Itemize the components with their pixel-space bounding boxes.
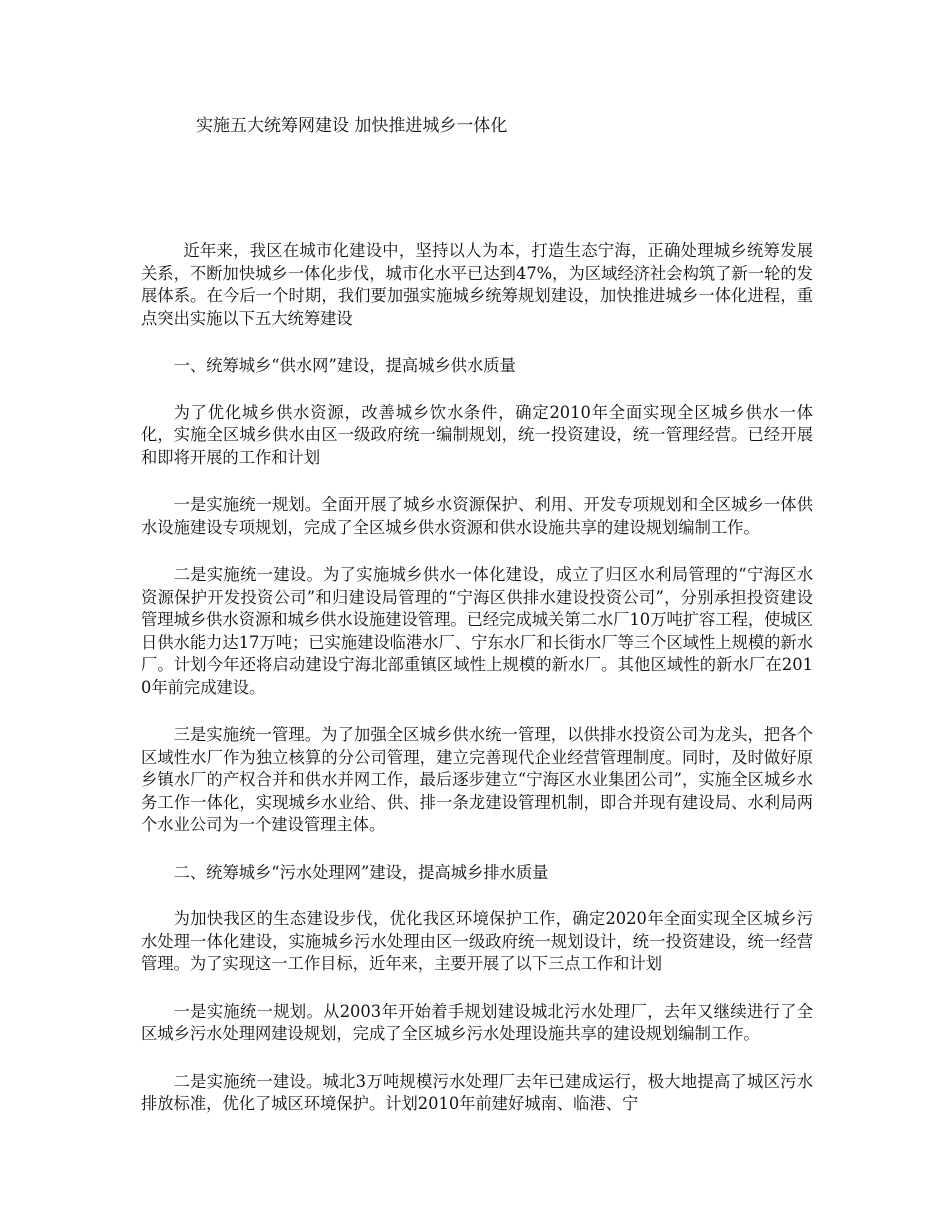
paragraph-intro: 近年来，我区在城市化建设中，坚持以人为本，打造生态宁海，正确处理城乡统筹发展关系，不断加快城乡一体化步伐，城市化水平已达到47%，为区域经济社会构筑了新一轮的发展体系。在今后一个时期，我们要加强实施城乡统筹规划建设，加快推进城乡一体化进程，重点突出实施以下五大统筹建设	[141, 241, 813, 328]
document-body	[141, 240, 813, 1141]
section-heading-water-supply: 一、统筹城乡“供水网”建设，提高城乡供水质量	[173, 356, 516, 375]
section-heading-sewage-treatment: 二、统筹城乡“污水处理网”建设，提高城乡排水质量	[173, 862, 549, 882]
paragraph-sewage-unified-construction: 二是实施统一建设。城北3万吨规模污水处理厂去年已建成运行，极大地提高了城区污水排放标准，优化了城区环境保护。计划2010年前建好城南、临港、宁	[141, 1071, 813, 1113]
document-title: 实施五大统筹网建设 加快推进城乡一体化	[196, 116, 508, 136]
paragraph-water-unified-management: 三是实施统一管理。为了加强全区城乡供水统一管理，以供排水投资公司为龙头，把各个区域性水厂作为独立核算的分公司管理，建立完善现代企业经营管理制度。同时，及时做好原乡镇水厂的产权合并和供水并网工作，最后逐步建立“宁海区水业集团公司”，实施全区城乡水务工作一体化，实现城乡水业给、供、排一条龙建设管理机制，即合并现有建设局、水利局两个水业公司为一个建设管理主体。	[141, 725, 813, 834]
paragraph-water-unified-planning: 一是实施统一规划。全面开展了城乡水资源保护、利用、开发专项规划和全区城乡一体供水设施建设专项规划，完成了全区城乡供水资源和供水设施共享的建设规划编制工作。	[141, 495, 813, 537]
paragraph-water-unified-construction: 二是实施统一建设。为了实施城乡供水一体化建设，成立了归区水利局管理的“宁海区水资源保护开发投资公司”和归建设局管理的“宁海区供排水建设投资公司”，分别承担投资建设管理城乡供水资源和城乡供水设施建设管理。已经完成城关第二水厂10万吨扩容工程，使城区日供水能力达17万吨；已实施建设临港水厂、宁东水厂和长街水厂等三个区域性上规模的新水厂。计划今年还将启动建设宁海北部重镇区域性上规模的新水厂。其他区域性的新水厂在2010年前完成建设。	[141, 565, 813, 697]
paragraph-water-supply-overview: 为了优化城乡供水资源，改善城乡饮水条件，确定2010年全面实现全区城乡供水一体化，实施全区城乡供水由区一级政府统一编制规划，统一投资建设，统一管理经营。已经开展和即将开展的工作和计划	[141, 402, 813, 467]
paragraph-sewage-unified-planning: 一是实施统一规划。从2003年开始着手规划建设城北污水处理厂，去年又继续进行了全区城乡污水处理网建设规划，完成了全区城乡污水处理设施共享的建设规划编制工作。	[141, 1001, 813, 1043]
paragraph-sewage-overview: 为加快我区的生态建设步伐，优化我区环境保护工作，确定2020年全面实现全区城乡污水处理一体化建设，实施城乡污水处理由区一级政府统一规划设计，统一投资建设，统一经营管理。为了实现这一工作目标，近年来，主要开展了以下三点工作和计划	[141, 909, 813, 973]
